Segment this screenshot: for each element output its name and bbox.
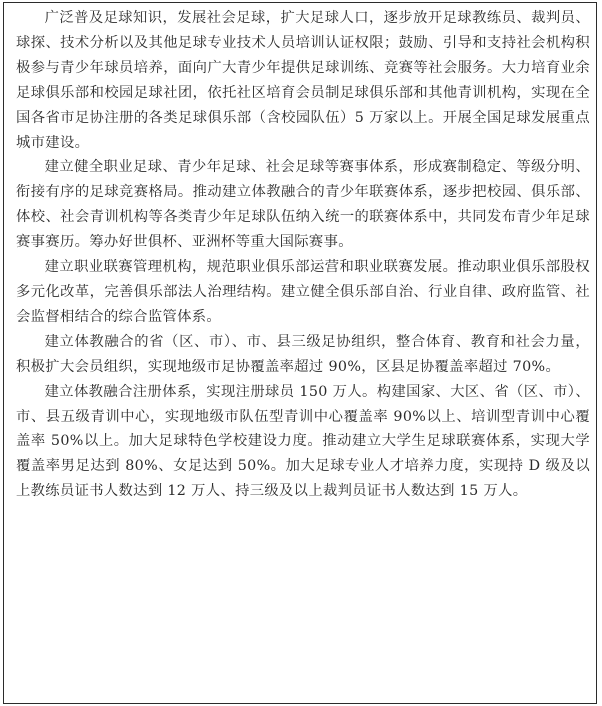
paragraph-competition-system: 建立健全职业足球、青少年足球、社会足球等赛事体系，形成赛制稳定、等级分明、衔接有序的足球竞赛格局。推动建立体教融合的青少年联赛体系，逐步把校园、俱乐部、体校、社会青训机构等各类青少年足球队伍纳入统一的联赛体系中，共同发布青少年足球赛事赛历。筹办好世俱杯、亚洲杯等重大国际赛事。 — [16, 159, 590, 251]
document-body — [16, 6, 590, 504]
document-frame — [3, 2, 597, 704]
paragraph-social-football: 广泛普及足球知识，发展社会足球，扩大足球人口，逐步放开足球教练员、裁判员、球探、技术分析以及其他足球专业技术人员培训认证权限；鼓励、引导和支持社会机构积极参与青少年球员培养，面向广大青少年提供足球训练、竞赛等社会服务。大力培育业余足球俱乐部和校园足球社团，依托社区培育会员制足球俱乐部和其他青训机构，实现在全国各省市足协注册的各类足球俱乐部（含校园队伍）5 万家以上。开展全国足球发展重点城市建设。 — [16, 10, 590, 151]
paragraph-registration-system: 建立体教融合注册体系，实现注册球员 150 万人。构建国家、大区、省（区、市）、市、县五级青训中心，实现地级市队伍型青训中心覆盖率 90%以上、培训型青训中心覆盖率 50%以上。加大足球特色学校建设力度。推动建立大学生足球联赛体系，实现大学覆盖率男足达到 80%、女足达到 50%。加大足球专业人才培养力度，实现持 D 级及以上教练员证书人数达到 12 万人、持三级及以上裁判员证书人数达到 15 万人。 — [16, 383, 590, 500]
paragraph-football-associations: 建立体教融合的省（区、市）、市、县三级足协组织，整合体育、教育和社会力量，积极扩大会员组织，实现地级市足协覆盖率超过 90%，区县足协覆盖率超过 70%。 — [16, 333, 590, 375]
paragraph-league-management: 建立职业联赛管理机构，规范职业俱乐部运营和职业联赛发展。推动职业俱乐部股权多元化改革，完善俱乐部法人治理结构。建立健全俱乐部自治、行业自律、政府监管、社会监督相结合的综合监管体系。 — [16, 259, 590, 325]
